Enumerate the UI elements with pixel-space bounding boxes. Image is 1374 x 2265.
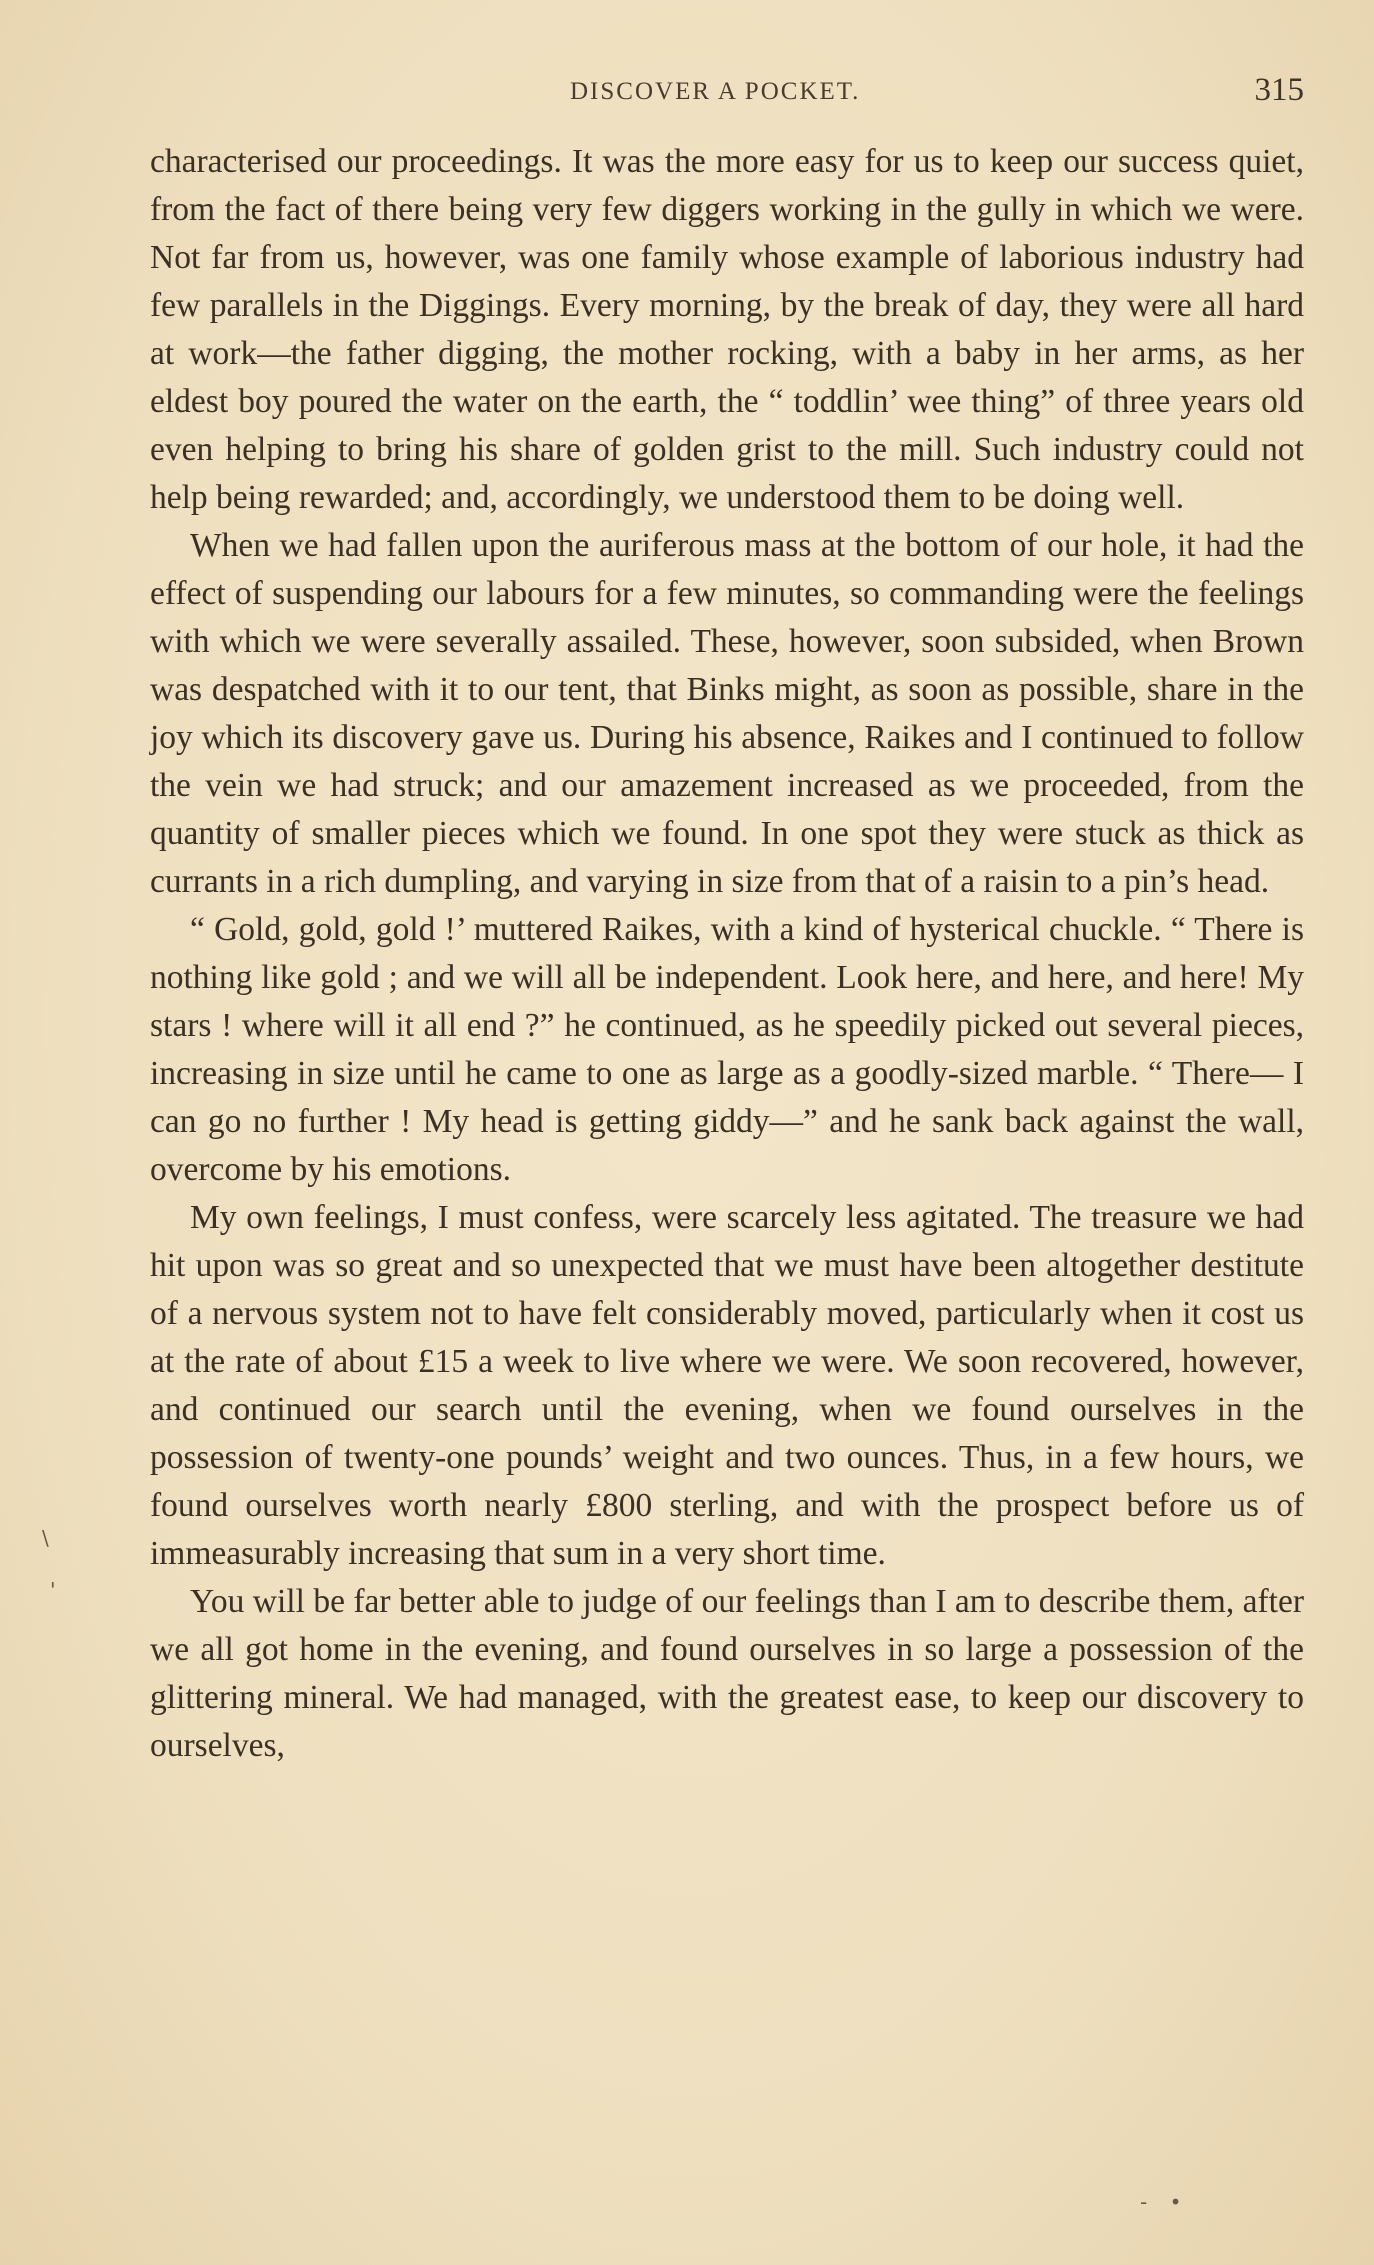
margin-mark-stroke: \ — [42, 1526, 49, 1550]
margin-mark-dot: ' — [50, 1578, 56, 1602]
paragraph-2: When we had fallen upon the auriferous mass at the bottom of our hole, it had the effect of suspending our labours for a few minutes, so commanding were the feelings with which we were severally assailed. These, however, soon subsided, when Brown was despatched with it to our tent, that Binks might, as soon as possible, share in the joy which its discovery gave us. During his absence, Raikes and I continued to follow the vein we had struck; and our amazement increased as we proceeded, from the quantity of smaller pieces which we found. In one spot they were stuck as thick as currants in a rich dumpling, and varying in size from that of a raisin to a pin’s head. — [150, 527, 1304, 900]
body-text — [150, 138, 1304, 1770]
paragraph-5: You will be far better able to judge of our feelings than I am to describe them, after we all got home in the evening, and found ourselves in so large a possession of the glittering mineral. We had managed, with the greatest ease, to keep our discovery to ourselves, — [150, 1583, 1304, 1764]
paragraph-4: My own feelings, I must confess, were scarcely less agitated. The treasure we had hit upon was so great and so unexpected that we must have been altogether destitute of a nervous system not to have felt considerably moved, particularly when it cost us at the rate of about £15 a week to live where we were. We soon recovered, however, and continued our search until the evening, when we found ourselves in the possession of twenty-one pounds’ weight and two ounces. Thus, in a few hours, we found ourselves worth nearly £800 sterling, and with the prospect before us of immeasurably increasing that sum in a very short time. — [150, 1199, 1304, 1572]
paragraph-1: characterised our proceedings. It was the more easy for us to keep our success quiet, from the fact of there being very few diggers working in the gully in which we were. Not far from us, however, was one family whose example of laborious industry had few parallels in the Diggings. Every morning, by the break of day, they were all hard at work—the father digging, the mother rocking, with a baby in her arms, as her eldest boy poured the water on the earth, the “ toddlin’ wee thing” of three years old even helping to bring his share of golden grist to the mill. Such industry could not help being rewarded; and, accordingly, we understood them to be doing well. — [150, 143, 1304, 516]
paragraph-3: “ Gold, gold, gold !’ muttered Raikes, with a kind of hysterical chuckle. “ There is nothing like gold ; and we will all be independent. Look here, and here, and here! My stars ! where will it all end ?” he continued, as he speedily picked out several pieces, increasing in size until he came to one as large as a goodly-sized marble. “ There— I can go no further ! My head is getting giddy—” and he sank back against the wall, overcome by his emotions. — [150, 911, 1304, 1188]
running-head: DISCOVER A POCKET. — [570, 78, 861, 105]
footer-specks: - • — [1140, 2190, 1190, 2214]
page-number: 315 — [1254, 72, 1304, 108]
page-header — [150, 72, 1304, 120]
